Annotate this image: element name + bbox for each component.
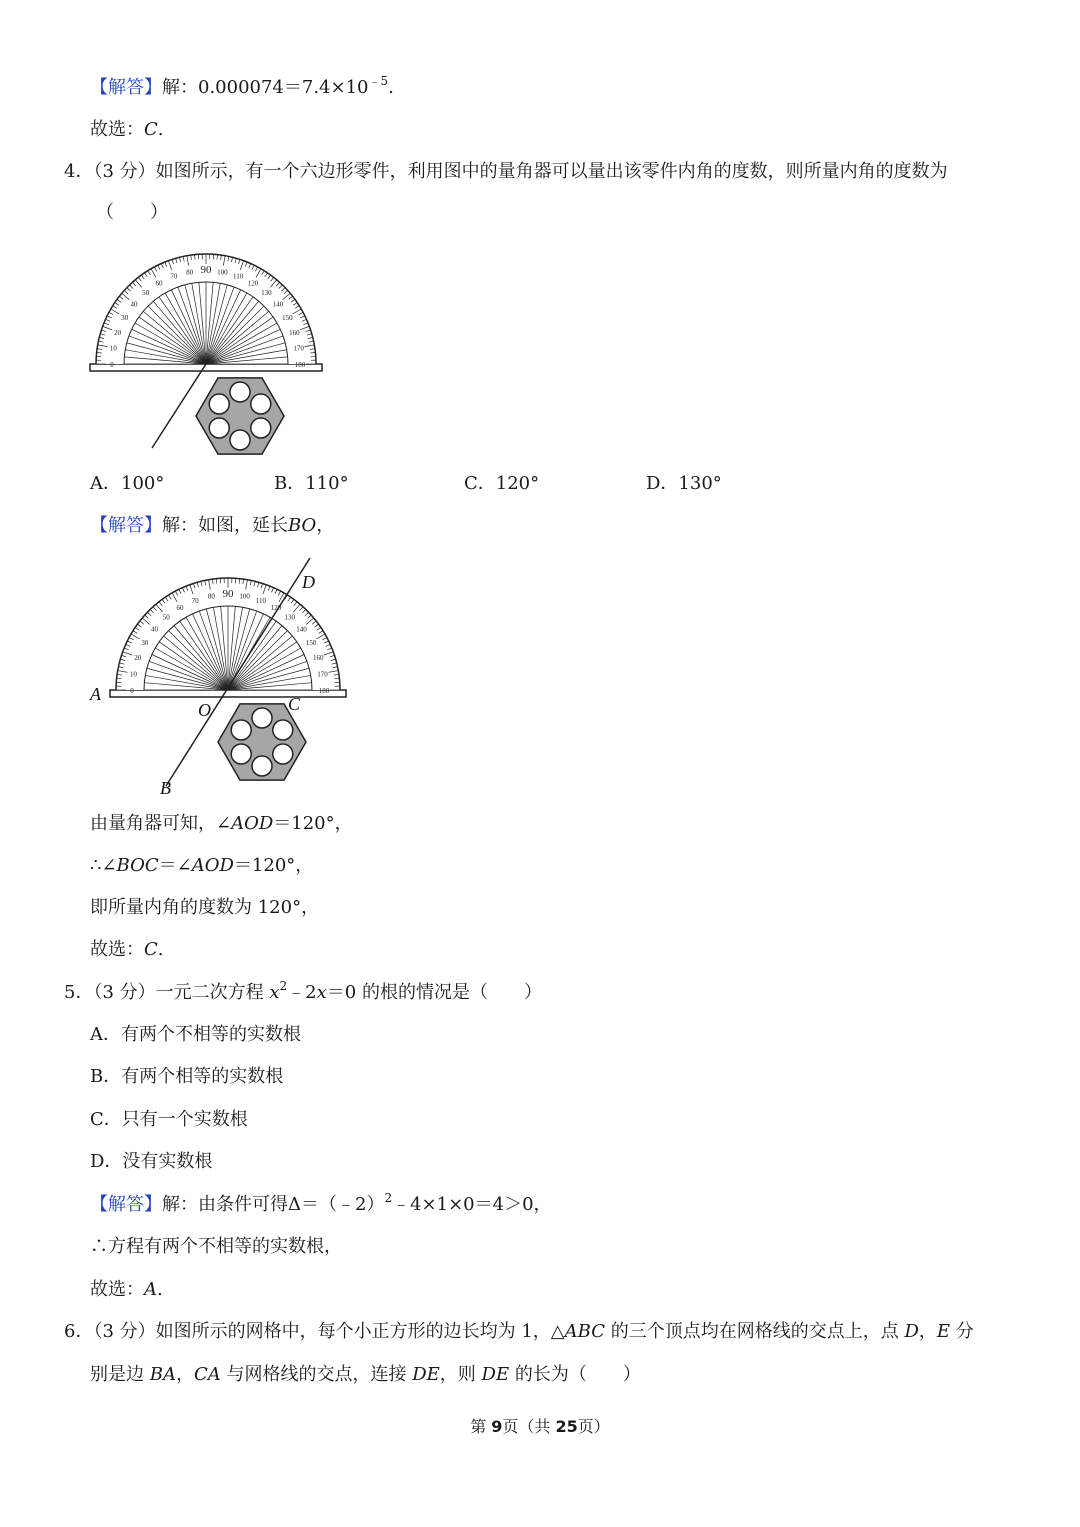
q3-period: . xyxy=(388,77,394,98)
q4-choice-end: . xyxy=(157,939,164,960)
protractor-degree-label: 30 xyxy=(121,314,129,322)
protractor-degree-label: 80 xyxy=(186,268,194,277)
q4-answer-line xyxy=(90,514,334,538)
q5-option-d: D．没有实数根 xyxy=(90,1151,213,1172)
q4-choice: C xyxy=(144,939,158,960)
protractor-degree-label: 60 xyxy=(176,603,184,612)
hexagon-hole xyxy=(252,708,272,728)
protractor-base xyxy=(110,690,346,697)
protractor-degree-label: 40 xyxy=(130,300,138,309)
protractor-degree-label: 70 xyxy=(170,272,178,281)
protractor-degree-label: 140 xyxy=(296,625,307,634)
q6-text2-sep: ， xyxy=(175,1364,194,1385)
protractor-degree-label: 180 xyxy=(294,361,306,369)
protractor-degree-label: 50 xyxy=(162,613,170,622)
protractor-degree-label: 110 xyxy=(255,596,266,605)
hexagon-hole xyxy=(251,394,271,414)
protractor-degree-label: 110 xyxy=(233,272,244,281)
protractor-degree-label: 40 xyxy=(150,625,158,634)
q5-solution-tail: ﹣4×1×0＝4＞0， xyxy=(392,1194,552,1215)
protractor-degree-label: 130 xyxy=(284,613,295,622)
q4-text: 如图所示，有一个六边形零件，利用图中的量角器可以量出该零件内角的度数，则所量内角的度数为 xyxy=(155,161,948,182)
solution-prefix: 解： xyxy=(162,515,198,536)
q4-option-b: B．110° xyxy=(274,473,349,494)
q3-choice-end: . xyxy=(157,119,164,140)
footer-mid: 页（共 xyxy=(502,1417,556,1436)
q4-choice-line xyxy=(90,938,164,962)
q4-step-1-post: ＝120°， xyxy=(273,813,353,834)
choose-prefix: 故选： xyxy=(90,119,144,140)
page-footer xyxy=(0,1414,1080,1437)
protractor-degree-label: 150 xyxy=(305,639,317,647)
q5-solution-exp: 2 xyxy=(384,1191,393,1205)
choose-prefix: 故选： xyxy=(90,939,144,960)
protractor-degree-label: 120 xyxy=(247,279,259,288)
q6-text2-de: DE xyxy=(412,1364,440,1385)
q4-step-2-var: BOC xyxy=(116,855,159,876)
q4-question-line xyxy=(64,160,948,184)
q5-score: （3 分） xyxy=(93,982,156,1003)
solution-prefix: 解： xyxy=(162,1194,198,1215)
q5-var2: x xyxy=(316,982,327,1003)
q5-choice-line xyxy=(90,1278,163,1302)
answer-tag: 【解答】 xyxy=(90,77,162,98)
q5-solution: 由条件可得Δ＝（﹣2） xyxy=(198,1194,385,1215)
q3-equation: 0.000074＝7.4×10 xyxy=(198,77,369,98)
q5-text-mid: ﹣2 xyxy=(287,982,317,1003)
q6-text2-mid: 与网格线的交点，连接 xyxy=(220,1364,413,1385)
q5-choice-end: . xyxy=(157,1279,163,1300)
q3-exponent: ﹣5 xyxy=(368,74,389,88)
choose-prefix: 故选： xyxy=(90,1279,144,1300)
hexagon-hole xyxy=(252,756,272,776)
hexagon-hole xyxy=(230,430,250,450)
hexagon-hole xyxy=(231,744,251,764)
q4-solution-var: BO xyxy=(288,515,317,536)
protractor-degree-label: 50 xyxy=(142,288,150,297)
q4-step-2-var2: AOD xyxy=(191,855,234,876)
protractor-degree-label: 10 xyxy=(129,670,137,679)
protractor-degree-label: 180 xyxy=(318,687,330,695)
q5-var: x xyxy=(269,982,280,1003)
q3-choice: C xyxy=(144,119,158,140)
hexagon-hole xyxy=(273,744,293,764)
q6-text1-pre: 如图所示的网格中，每个小正方形的边长均为 1，△ xyxy=(155,1321,565,1342)
q4-step-2-mid: ＝∠ xyxy=(158,855,192,876)
q4-score: （3 分） xyxy=(93,161,156,182)
point-label-b: B xyxy=(160,778,171,798)
footer-pre: 第 xyxy=(470,1417,492,1436)
q5-option-c: C．只有一个实数根 xyxy=(90,1109,248,1130)
extended-edge-line xyxy=(152,364,206,448)
answer-tag: 【解答】 xyxy=(90,1194,162,1215)
point-label-a: A xyxy=(90,684,101,704)
q4-solution-end: ， xyxy=(316,515,335,536)
q5-exp: 2 xyxy=(279,979,288,993)
protractor-degree-label: 90 xyxy=(222,588,234,600)
solution-prefix: 解： xyxy=(162,77,198,98)
hexagon-hole xyxy=(251,418,271,438)
footer-post: 页） xyxy=(577,1417,610,1436)
q5-text-post: ＝0 的根的情况是（ ） xyxy=(326,982,542,1003)
q6-text2-ca: CA xyxy=(193,1364,221,1385)
protractor-degree-label: 150 xyxy=(282,314,293,322)
footer-total-pages: 25 xyxy=(555,1417,578,1436)
q6-text2-mid2: ，则 xyxy=(439,1364,482,1385)
protractor-degree-label: 170 xyxy=(293,344,304,353)
q4-step-1 xyxy=(90,812,353,836)
protractor-degree-label: 160 xyxy=(289,328,300,337)
q4-number: 4． xyxy=(64,161,94,182)
q5-number: 5． xyxy=(64,982,94,1003)
q4-step-1-var: AOD xyxy=(231,813,274,834)
q6-text1-sep: ， xyxy=(918,1321,937,1342)
q3-choice-line xyxy=(90,118,164,142)
hexagon-hole xyxy=(231,720,251,740)
q5-answer-line xyxy=(90,1193,552,1217)
protractor-degree-label: 90 xyxy=(200,264,212,276)
q6-text1-mid: 的三个顶点均在网格线的交点上，点 xyxy=(605,1321,905,1342)
q6-text2-ba: BA xyxy=(149,1364,176,1385)
footer-page-number: 9 xyxy=(491,1417,503,1436)
q5-option-b: B．有两个相等的实数根 xyxy=(90,1066,284,1087)
hexagon-hole xyxy=(230,382,250,402)
q6-text2-de2: DE xyxy=(481,1364,510,1385)
protractor-degree-label: 70 xyxy=(191,596,199,605)
protractor-degree-label: 120 xyxy=(270,603,282,612)
q6-text1-var: ABC xyxy=(564,1321,605,1342)
q4-solution-text: 如图，延长 xyxy=(198,515,288,536)
q4-option-c: C．120° xyxy=(464,473,540,494)
hexagon-hole xyxy=(209,418,229,438)
protractor-solution-figure xyxy=(88,550,348,800)
q5-text-pre: 一元二次方程 xyxy=(155,982,270,1003)
protractor-degree-label: 10 xyxy=(109,344,117,353)
q4-step-2 xyxy=(90,854,313,878)
q4-option-d: D．130° xyxy=(646,473,722,494)
protractor-degree-label: 100 xyxy=(239,592,250,601)
point-label-o: O xyxy=(198,700,211,720)
q6-text1-e: E xyxy=(936,1321,951,1342)
protractor-degree-label: 30 xyxy=(141,639,149,647)
protractor-degree-label: 60 xyxy=(155,279,163,288)
q5-question-line xyxy=(64,981,542,1005)
protractor-degree-label: 20 xyxy=(134,654,142,663)
point-label-c: C xyxy=(288,694,301,714)
protractor-degree-label: 20 xyxy=(114,328,122,337)
q6-text1-post: 分 xyxy=(950,1321,974,1342)
protractor-figure xyxy=(88,236,328,456)
q4-step-3: 即所量内角的度数为 120°， xyxy=(90,897,320,918)
q6-question-line-2 xyxy=(90,1363,641,1387)
q6-number: 6． xyxy=(64,1321,94,1342)
q6-score: （3 分） xyxy=(93,1321,156,1342)
q5-choice: A xyxy=(144,1279,157,1300)
q6-text1-d: D xyxy=(904,1321,919,1342)
q6-text2-post: 的长为（ ） xyxy=(509,1364,641,1385)
answer-tag: 【解答】 xyxy=(90,515,162,536)
protractor-degree-label: 170 xyxy=(317,670,328,679)
q4-step-2-post: ＝120°， xyxy=(233,855,314,876)
q4-step-2-pre: ∴∠ xyxy=(90,855,117,876)
q5-option-a: A．有两个不相等的实数根 xyxy=(90,1024,301,1045)
protractor-degree-label: 140 xyxy=(272,300,284,309)
q4-step-1-pre: 由量角器可知，∠ xyxy=(90,813,232,834)
q4-option-a: A．100° xyxy=(90,473,165,494)
hexagon-hole xyxy=(273,720,293,740)
protractor-degree-label: 130 xyxy=(261,288,272,297)
q5-conclusion: ∴方程有两个不相等的实数根， xyxy=(90,1236,342,1257)
point-label-d: D xyxy=(302,572,315,592)
q4-bracket: （ ） xyxy=(96,202,168,223)
q6-question-line-1 xyxy=(64,1320,974,1344)
q6-text2-pre: 别是边 xyxy=(90,1364,150,1385)
hexagon-hole xyxy=(209,394,229,414)
protractor-degree-label: 160 xyxy=(312,654,324,663)
q3-answer-line xyxy=(90,76,394,100)
protractor-degree-label: 0 xyxy=(130,687,134,695)
protractor-degree-label: 0 xyxy=(110,361,114,369)
protractor-degree-label: 80 xyxy=(207,592,215,601)
protractor-degree-label: 100 xyxy=(217,268,228,277)
